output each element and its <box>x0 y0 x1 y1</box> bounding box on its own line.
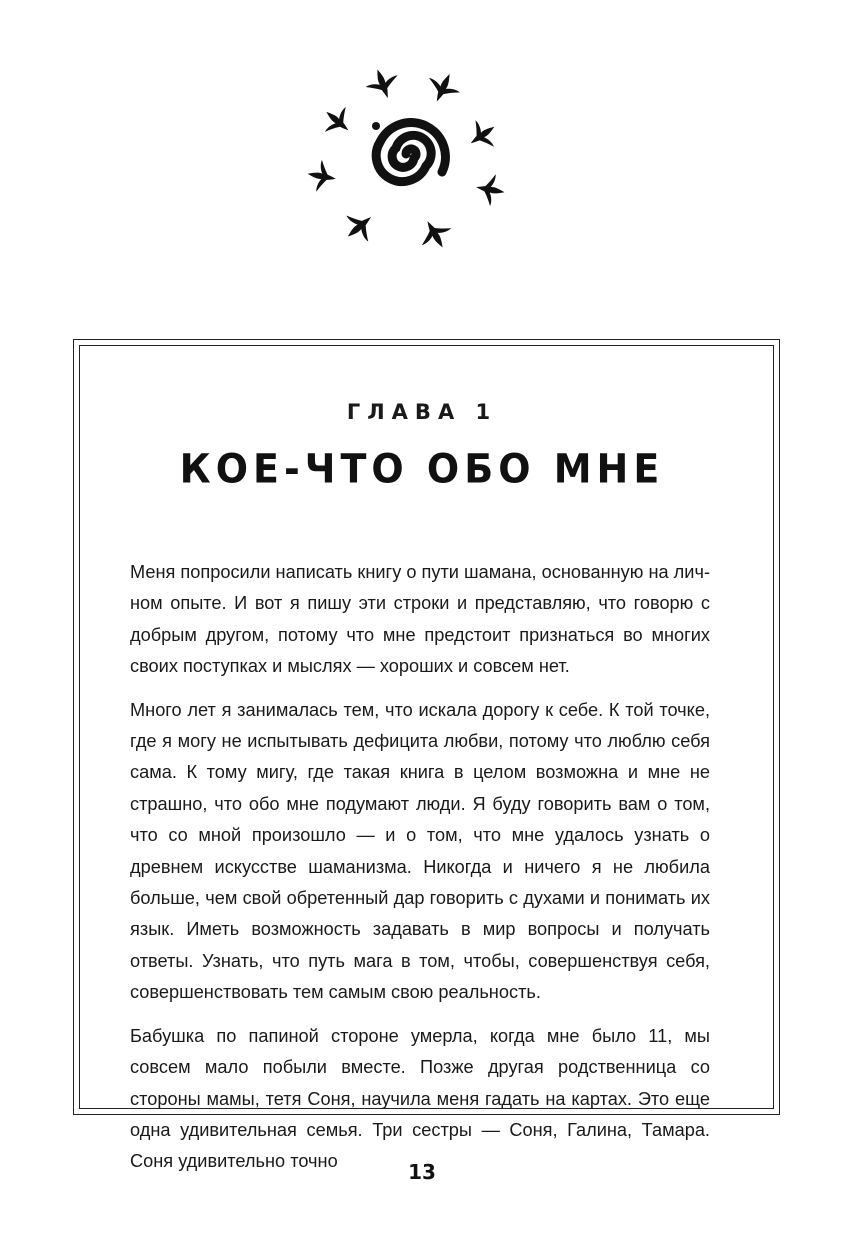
chapter-label: ГЛАВА 1 <box>346 400 498 424</box>
bird-icon-6 <box>473 171 507 208</box>
bird-icon-8 <box>413 213 458 256</box>
spiral-birds-emblem <box>296 58 520 266</box>
chapter-title: КОЕ-ЧТО ОБО МНЕ <box>179 445 665 493</box>
paragraph: Много лет я занималась тем, что искала дорогу к себе. К той точке, где я могу не испытывать дефицита любви, потому что люблю себя сама. К тому мигу, где такая книга в целом возможна и мне не страшно, что обо мне подумают люди. Я буду говорить вам о том, что со мной произошло — и о том, что мне удалось узнать о древнем искусстве шаманизма. Никогда и ничего я не любила больше, чем свой обретенный дар говорить с духами и понимать их язык. Иметь возможность задавать в мир вопросы и получать ответы. Узнать, что путь мага в том, чтобы, совершенствуя себя, совершенствовать тем самым свою реальность. <box>130 699 710 1003</box>
bird-icon-4 <box>461 114 503 157</box>
bird-icon-3 <box>316 99 359 142</box>
bird-icon-2 <box>421 67 465 109</box>
bird-icon-1 <box>361 64 404 104</box>
paragraph: Бабушка по папиной стороне умерла, когда мне было 11, мы совсем мало побыли вместе. Позже другая родственница со стороны мамы, тетя Соня, научила меня гадать на картах. Это еще одна удивительная семья. Три сестры — Соня, Галина, Тамара. Соня удивительно точно <box>130 1025 710 1172</box>
page-number: 13 <box>408 1160 436 1184</box>
paragraph: Меня попросили написать книгу о пути шамана, основанную на личном опыте. И вот я пишу эти строки и представляю, что говорю с добрым другом, потому что мне предстоит признаться во многих своих поступках и мыслях — хороших и совсем нет. <box>130 562 710 677</box>
spiral-icon <box>372 122 445 182</box>
bird-icon-5 <box>305 158 339 195</box>
chapter-body <box>130 557 710 1190</box>
bird-icon-7 <box>337 204 382 250</box>
